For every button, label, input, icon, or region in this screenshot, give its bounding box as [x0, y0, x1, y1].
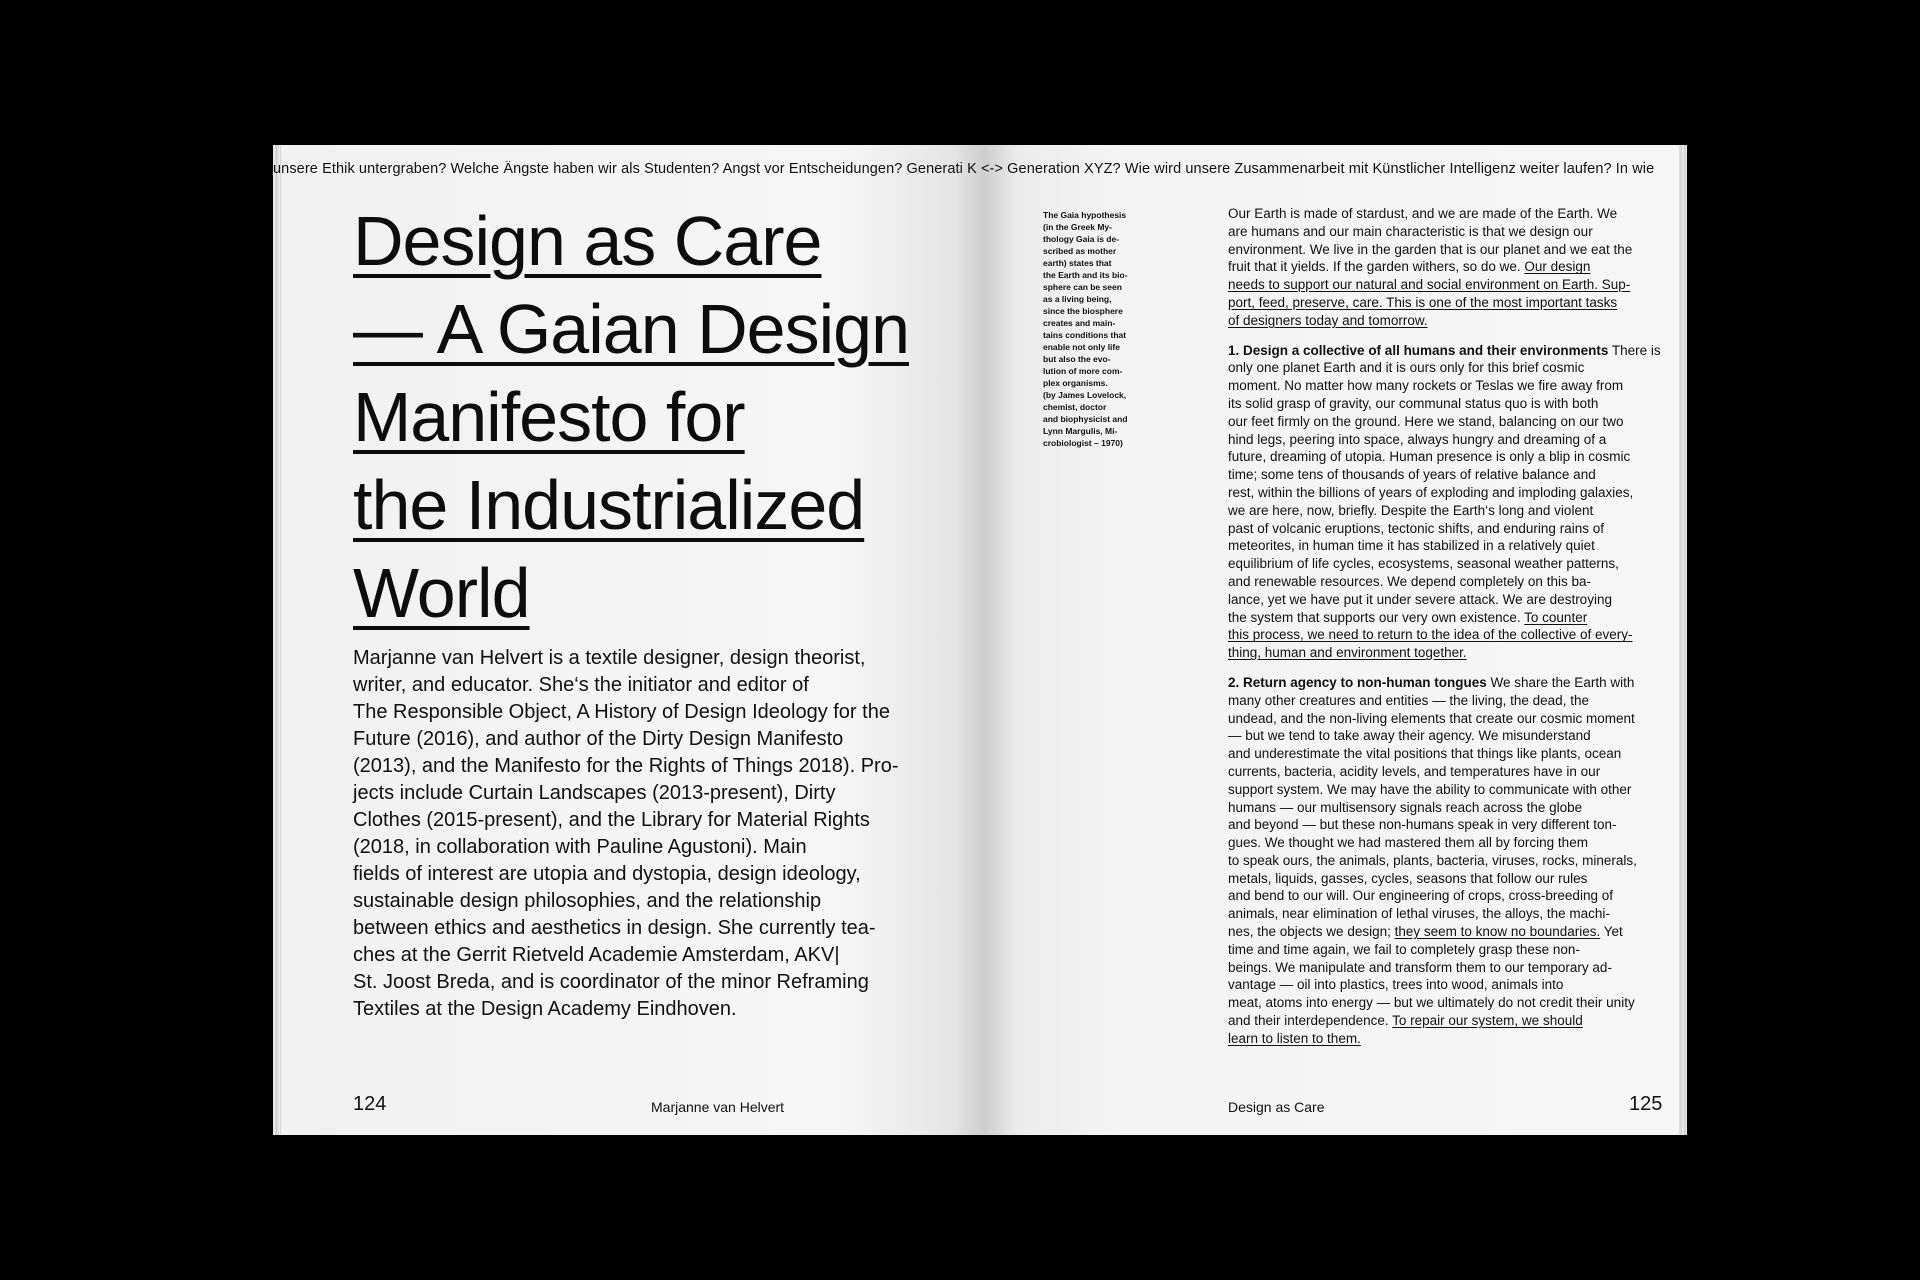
body-line	[1228, 448, 1668, 466]
body-line	[1228, 976, 1668, 994]
body-text: only one planet Earth and it is ours only for this brief cosmic	[1228, 360, 1585, 376]
body-text: support system. We may have the ability to communicate with other	[1228, 781, 1632, 797]
body-line	[1228, 395, 1668, 413]
body-line	[1228, 799, 1668, 817]
body-line	[1228, 781, 1668, 799]
title-line: — A Gaian Design	[353, 290, 909, 368]
bio-line: Future (2016), and author of the Dirty Design Manifesto	[353, 728, 844, 750]
body-text: currents, bacteria, acidity levels, and temperatures have in our	[1228, 763, 1601, 779]
sidenote-line: The Gaia hypothesis	[1043, 210, 1127, 220]
bio-line: sustainable design philosophies, and the relationship	[353, 890, 822, 912]
sidenote-line: Lynn Margulis, Mi-	[1043, 426, 1118, 436]
sidenote-line: lution of more com-	[1043, 366, 1123, 376]
body-text: There is	[1608, 342, 1661, 358]
sidenote-line: crobiologist – 1970)	[1043, 438, 1123, 448]
body-text: its solid grasp of gravity, our communal status quo is with both	[1228, 395, 1599, 411]
body-line	[1228, 573, 1668, 591]
body-line	[1228, 887, 1668, 905]
running-head-german-questions: unsere Ethik untergraben? Welche Ängste haben wir als Studenten? Angst vor Entscheidungen? Generati K <-> Generation XYZ? Wie wird unsere Zusammenarbeit mit Künstlicher Intelligenz weiter laufen? In wie	[273, 161, 1655, 177]
body-text: many other creatures and entities — the living, the dead, the	[1228, 692, 1589, 708]
body-text: our feet firmly on the ground. Here we stand, balancing on our two	[1228, 413, 1624, 429]
body-line	[1228, 727, 1668, 745]
bio-line: Marjanne van Helvert is a textile designer, design theorist,	[353, 647, 866, 669]
sidenote-line: (by James Lovelock,	[1043, 390, 1127, 400]
bio-line: Textiles at the Design Academy Eindhoven.	[353, 998, 737, 1020]
body-line	[1228, 834, 1668, 852]
body-line	[1228, 923, 1668, 941]
underlined-emphasis: thing, human and environment together.	[1228, 645, 1467, 661]
sidenote-line: thology Gaia is de-	[1043, 234, 1120, 244]
body-text: humans — our multisensory signals reach across the globe	[1228, 799, 1583, 815]
body-text: hind legs, peering into space, always hungry and dreaming of a	[1228, 431, 1607, 447]
body-text: and beyond — but these non-humans speak in very different ton-	[1228, 817, 1617, 833]
body-line	[1228, 276, 1668, 294]
body-line	[1228, 555, 1668, 573]
sidenote-line: creates and main-	[1043, 318, 1116, 328]
bio-line: (2013), and the Manifesto for the Rights of Things 2018). Pro-	[353, 755, 899, 777]
body-line	[1228, 431, 1668, 449]
body-text: meat, atoms into energy — but we ultimately do not credit their unity	[1228, 995, 1635, 1011]
body-text: and their interdependence.	[1228, 1013, 1393, 1029]
body-line	[1228, 852, 1668, 870]
paragraph-gap	[1228, 330, 1668, 342]
body-text: beings. We manipulate and transform them to our temporary ad-	[1228, 959, 1612, 975]
body-text: are humans and our main characteristic is that we design our	[1228, 223, 1593, 239]
body-text: gues. We thought we had mastered them all by forcing them	[1228, 835, 1588, 851]
body-line	[1228, 1030, 1668, 1048]
body-text: fruit that it yields. If the garden withers, so do we.	[1228, 259, 1525, 275]
running-foot-title: Design as Care	[1228, 1099, 1325, 1115]
body-line	[1228, 484, 1668, 502]
bio-line: ches at the Gerrit Rietveld Academie Amsterdam, AKV|	[353, 944, 840, 966]
body-text: the system that supports our very own existence.	[1228, 609, 1525, 625]
body-line	[1228, 710, 1668, 728]
body-line	[1228, 609, 1668, 627]
body-line	[1228, 413, 1668, 431]
left-page	[281, 145, 983, 1135]
sidenote-line: the Earth and its bio-	[1043, 270, 1128, 280]
body-line	[1228, 1012, 1668, 1030]
body-line	[1228, 258, 1668, 276]
underlined-emphasis: To repair our system, we should	[1392, 1013, 1583, 1029]
body-line	[1228, 692, 1668, 710]
underlined-emphasis: they seem to know no boundaries.	[1394, 924, 1601, 940]
body-text: and bend to our will. Our engineering of crops, cross-breeding of	[1228, 888, 1613, 904]
gaia-hypothesis-sidenote	[1043, 209, 1153, 449]
body-text: nes, the objects we design;	[1228, 924, 1395, 940]
body-line	[1228, 941, 1668, 959]
body-text: Our Earth is made of stardust, and we are made of the Earth. We	[1228, 206, 1618, 221]
sidenote-line: scribed as mother	[1043, 246, 1117, 256]
body-text: to speak ours, the animals, plants, bacteria, viruses, rocks, minerals,	[1228, 852, 1637, 868]
bio-line: fields of interest are utopia and dystopia, design ideology,	[353, 863, 861, 885]
body-text: and underestimate the vital positions that things like plants, ocean	[1228, 746, 1622, 762]
paragraph-gap	[1228, 662, 1668, 674]
title-line: World	[353, 554, 530, 632]
section-heading: 2. Return agency to non-human tongues	[1228, 674, 1487, 690]
sidenote-line: tains conditions that	[1043, 330, 1127, 340]
body-line	[1228, 342, 1668, 360]
body-text: moment. No matter how many rockets or Teslas we fire away from	[1228, 378, 1624, 394]
body-text: animals, near elimination of lethal viruses, the alloys, the machi-	[1228, 906, 1610, 922]
body-line	[1228, 870, 1668, 888]
sidenote-line: earth) states that	[1043, 258, 1112, 268]
title-line: Design as Care	[353, 202, 822, 280]
body-text: meteorites, in human time it has stabilized in a relatively quiet	[1228, 538, 1595, 554]
body-line	[1228, 241, 1668, 259]
bio-line: between ethics and aesthetics in design. She currently tea-	[353, 917, 876, 939]
bio-line: jects include Curtain Landscapes (2013-present), Dirty	[353, 782, 836, 804]
title-line: Manifesto for	[353, 378, 745, 456]
body-text: past of volcanic eruptions, tectonic shifts, and enduring rains of	[1228, 520, 1604, 536]
sidenote-line: sphere can be seen	[1043, 282, 1122, 292]
running-foot-author: Marjanne van Helvert	[651, 1099, 785, 1115]
underlined-emphasis: needs to support our natural and social environment on Earth. Sup-	[1228, 277, 1631, 293]
sidenote-line: as a living being,	[1043, 294, 1112, 304]
right-page	[983, 145, 1679, 1135]
body-line	[1228, 359, 1668, 377]
body-line	[1228, 205, 1668, 223]
underlined-emphasis: Our design	[1524, 259, 1591, 275]
page-stack-edge-right	[1679, 145, 1687, 1135]
body-text: and renewable resources. We depend completely on this ba-	[1228, 573, 1591, 589]
body-line	[1228, 626, 1668, 644]
title-line: the Industrialized	[353, 466, 865, 544]
bio-line: (2018, in collaboration with Pauline Agustoni). Main	[353, 836, 807, 858]
manifesto-body-text	[1228, 205, 1668, 1048]
underlined-emphasis: this process, we need to return to the idea of the collective of every-	[1228, 627, 1633, 643]
body-line	[1228, 763, 1668, 781]
sidenote-line: but also the evo-	[1043, 354, 1111, 364]
body-text: time and time again, we fail to completely grasp these non-	[1228, 941, 1580, 957]
body-line	[1228, 994, 1668, 1012]
body-text: lance, yet we have put it under severe attack. We are destroying	[1228, 591, 1612, 607]
body-line	[1228, 959, 1668, 977]
underlined-emphasis: of designers today and tomorrow.	[1228, 312, 1428, 328]
bio-line: The Responsible Object, A History of Design Ideology for the	[353, 701, 890, 723]
body-line	[1228, 591, 1668, 609]
sidenote-line: chemist, doctor	[1043, 402, 1107, 412]
sidenote-line: plex organisms.	[1043, 378, 1108, 388]
body-line	[1228, 377, 1668, 395]
section-heading: 1. Design a collective of all humans and their environments	[1228, 342, 1609, 358]
sidenote-line: enable not only life	[1043, 342, 1120, 352]
body-line	[1228, 223, 1668, 241]
underlined-emphasis: port, feed, preserve, care. This is one of the most important tasks	[1228, 294, 1618, 310]
body-line	[1228, 745, 1668, 763]
underlined-emphasis: To counter	[1524, 609, 1588, 625]
body-text: metals, liquids, gasses, cycles, seasons that follow our rules	[1228, 870, 1588, 886]
bio-line: Clothes (2015-present), and the Library for Material Rights	[353, 809, 870, 831]
bio-line: writer, and educator. She‘s the initiator and editor of	[353, 674, 809, 696]
body-text: We share the Earth with	[1486, 674, 1635, 690]
body-text: environment. We live in the garden that is our planet and we eat the	[1228, 241, 1633, 257]
page-number-right: 125	[1629, 1093, 1663, 1115]
body-text: we are here, now, briefly. Despite the Earth‘s long and violent	[1228, 502, 1594, 518]
body-line	[1228, 502, 1668, 520]
body-text: undead, and the non-living elements that create our cosmic moment	[1228, 710, 1635, 726]
body-text: Yet	[1600, 924, 1623, 940]
sidenote-line: (in the Greek My-	[1043, 222, 1112, 232]
body-text: time; some tens of thousands of years of relative balance and	[1228, 467, 1596, 483]
page-number-left: 124	[353, 1093, 387, 1115]
body-line	[1228, 294, 1668, 312]
author-bio	[353, 645, 953, 1023]
underlined-emphasis: learn to listen to them.	[1228, 1030, 1361, 1046]
body-line	[1228, 816, 1668, 834]
sidenote-line: and biophysicist and	[1043, 414, 1128, 424]
bio-line: St. Joost Breda, and is coordinator of the minor Reframing	[353, 971, 869, 993]
article-title	[353, 197, 973, 637]
body-line	[1228, 466, 1668, 484]
body-line	[1228, 537, 1668, 555]
body-line	[1228, 520, 1668, 538]
sidenote-line: since the biosphere	[1043, 306, 1123, 316]
body-line	[1228, 905, 1668, 923]
body-text: future, dreaming of utopia. Human presence is only a blip in cosmic	[1228, 449, 1631, 465]
body-text: equilibrium of life cycles, ecosystems, seasonal weather patterns,	[1228, 556, 1619, 572]
body-line	[1228, 674, 1668, 692]
body-line	[1228, 644, 1668, 662]
body-text: vantage — oil into plastics, trees into wood, animals into	[1228, 977, 1564, 993]
body-text: rest, within the billions of years of exploding and imploding galaxies,	[1228, 484, 1634, 500]
body-text: — but we tend to take away their agency. We misunderstand	[1228, 728, 1591, 744]
body-line	[1228, 312, 1668, 330]
open-book-spread	[273, 145, 1687, 1135]
